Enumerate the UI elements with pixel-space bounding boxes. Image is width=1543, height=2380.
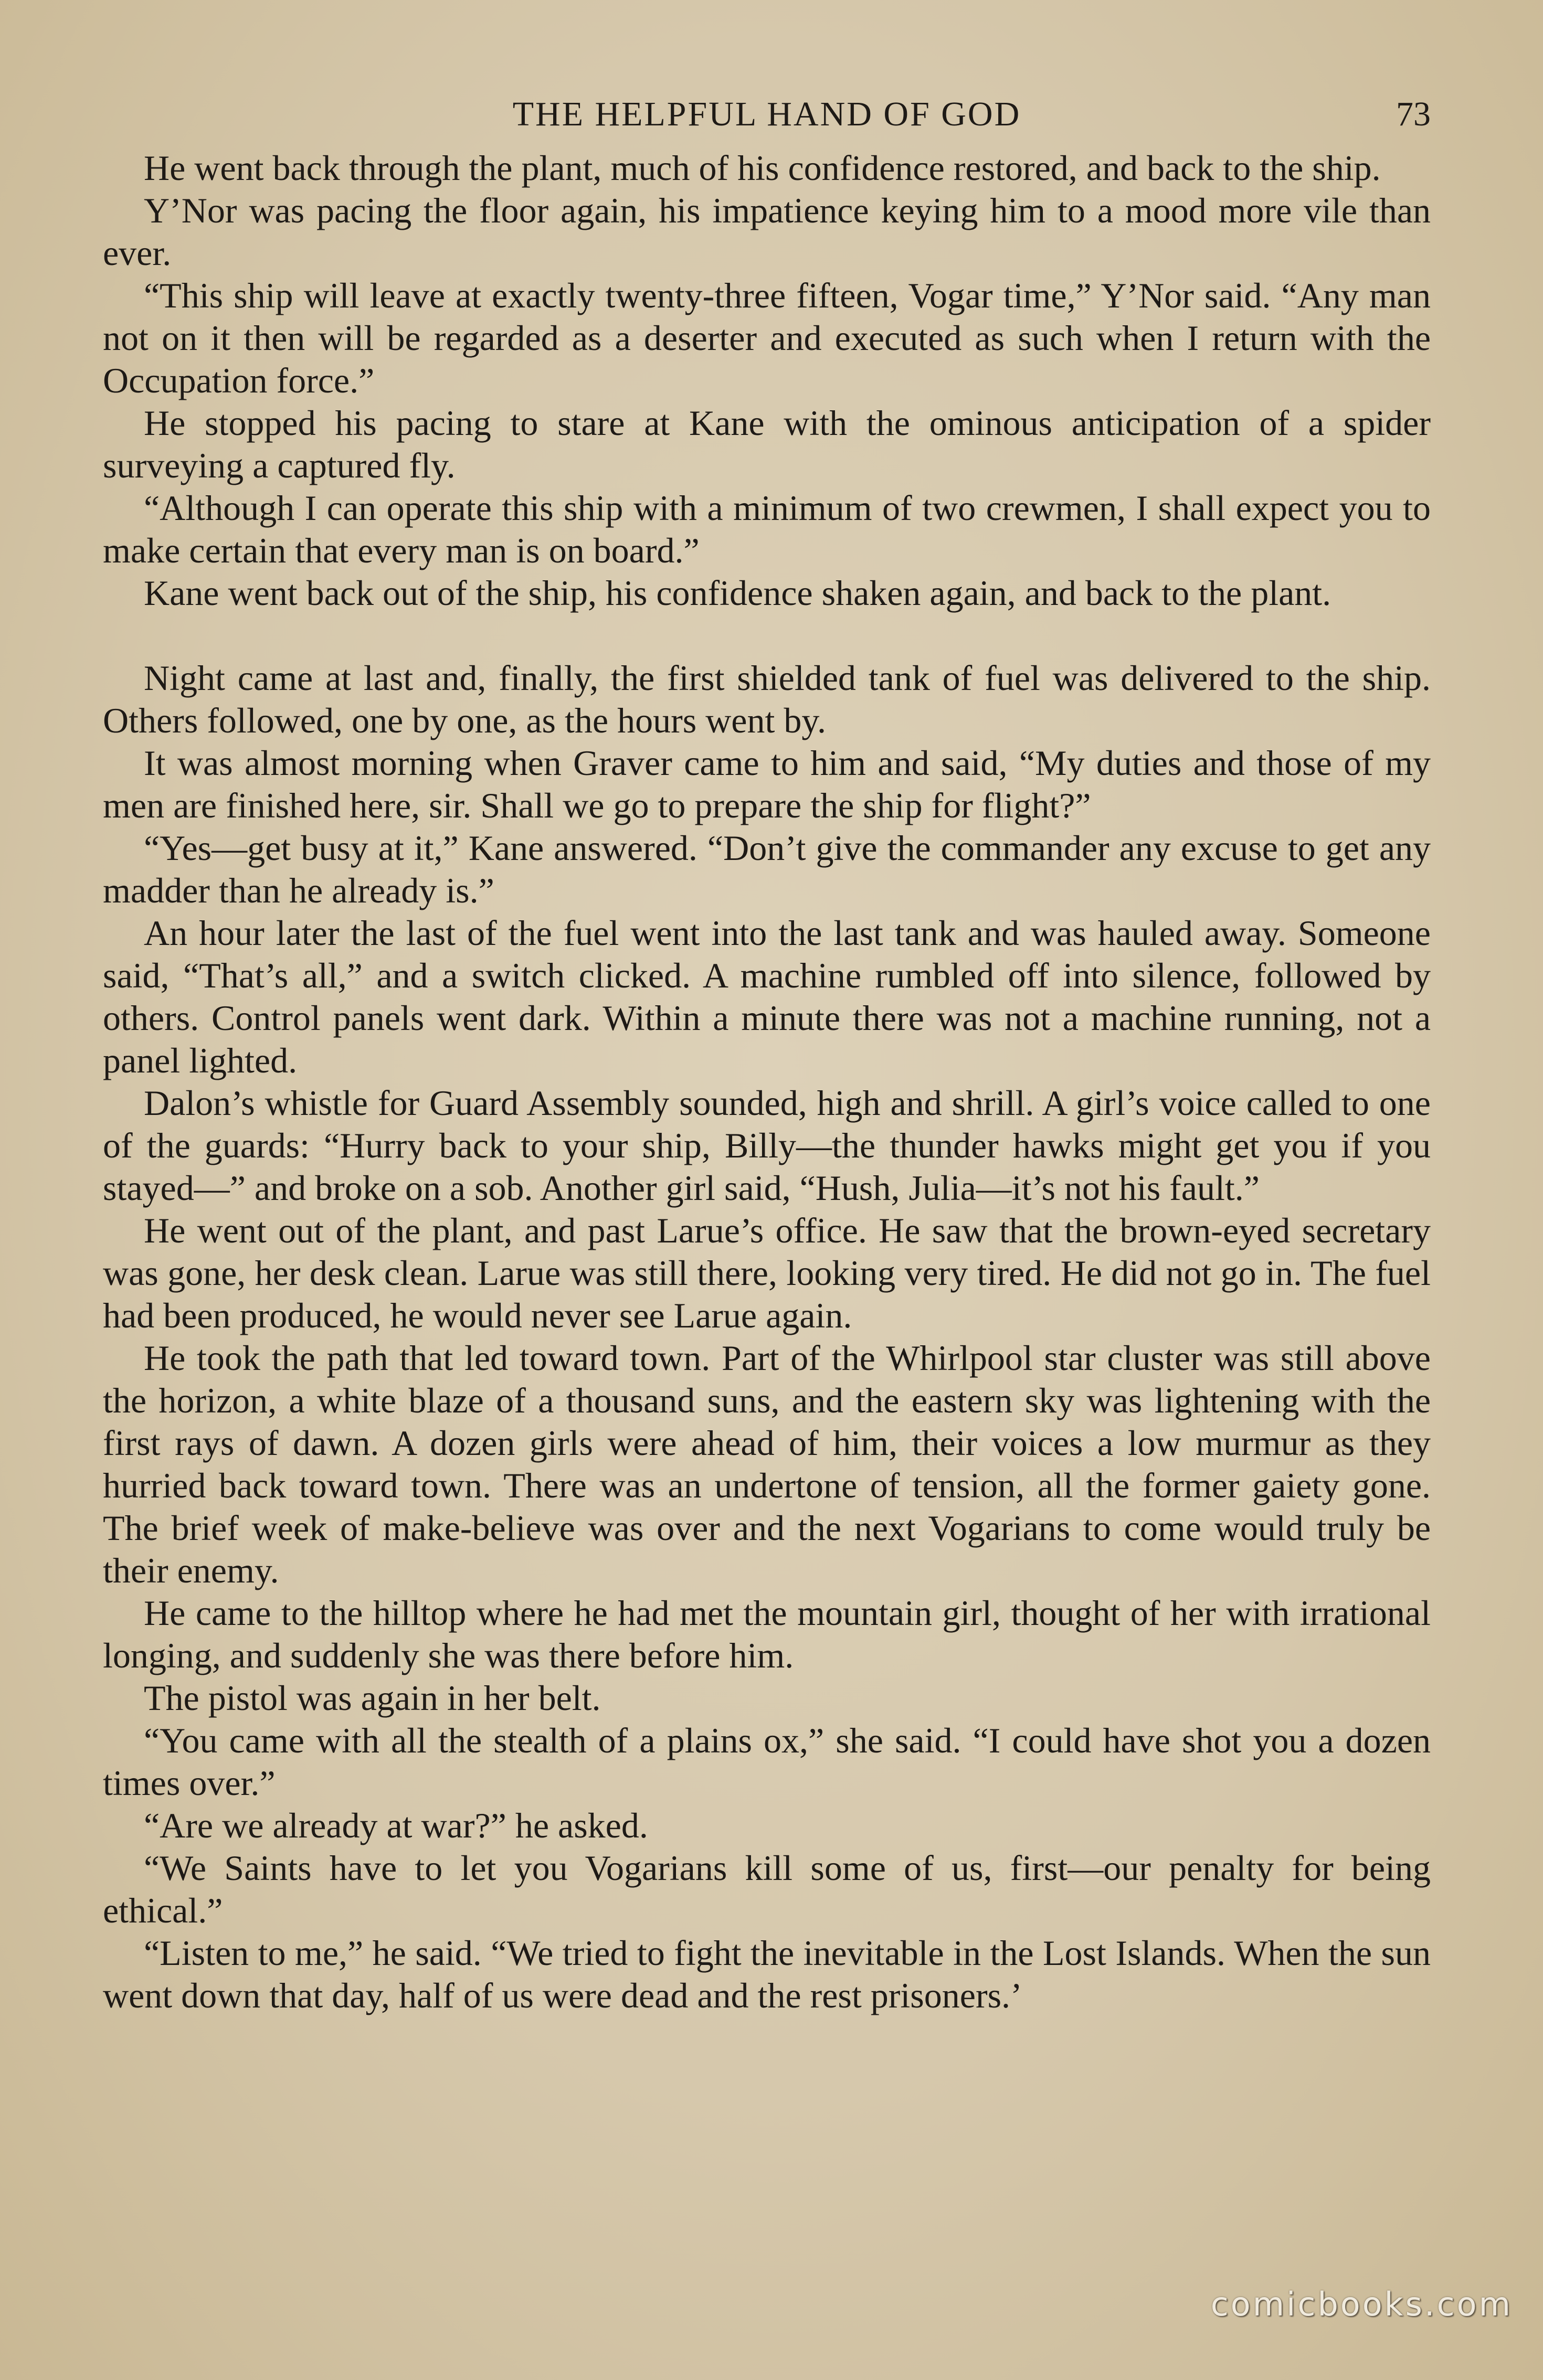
chapter-title: THE HELPFUL HAND OF GOD <box>512 95 1021 133</box>
watermark: comicbooks.com <box>1210 2285 1513 2323</box>
paragraph: He went out of the plant, and past Larue’s office. He saw that the brown-eyed secretary was gone, her desk clean. Larue was still there, looking very tired. He did not go in. The fuel had been produced, he would never see Larue again. <box>103 1210 1431 1335</box>
paragraph: “You came with all the stealth of a plains ox,” she said. “I could have shot you a dozen times over.” <box>103 1720 1431 1803</box>
paragraph: It was almost morning when Graver came to him and said, “My duties and those of my men are finished here, sir. Shall we go to prepare the ship for flight?” <box>103 743 1431 825</box>
paragraph: “Yes—get busy at it,” Kane answered. “Don’t give the commander any excuse to get any madder than he already is.” <box>103 828 1431 910</box>
paragraph: Night came at last and, finally, the first shielded tank of fuel was delivered to the ship. Others followed, one by one, as the hours went by. <box>103 658 1431 740</box>
paragraph: He took the path that led toward town. Part of the Whirlpool star cluster was still above the horizon, a white blaze of a thousand suns, and the eastern sky was lightening with the first rays of dawn. A dozen girls were ahead of him, their voices a low murmur as they hurried back toward town. There was an undertone of tension, all the former gaiety gone. The brief week of make-believe was over and the next Vogarians to come would truly be their enemy. <box>103 1338 1431 1590</box>
paragraph: An hour later the last of the fuel went into the last tank and was hauled away. Someone said, “That’s all,” and a switch clicked. A machine rumbled off into silence, followed by others. Control panels went dark. Within a minute there was not a machine running, not a panel lighted. <box>103 913 1431 1080</box>
page-number: 73 <box>1396 95 1431 133</box>
paragraph: “We Saints have to let you Vogarians kill some of us, first—our penalty for being ethical.” <box>103 1848 1431 1930</box>
body-text <box>103 147 1431 2017</box>
paragraph: He came to the hilltop where he had met the mountain girl, thought of her with irrational longing, and suddenly she was there before him. <box>103 1593 1431 1675</box>
paragraph: “Although I can operate this ship with a minimum of two crewmen, I shall expect you to make certain that every man is on board.” <box>103 488 1431 570</box>
paragraph: “Are we already at war?” he asked. <box>144 1805 648 1845</box>
paragraph: The pistol was again in her belt. <box>144 1678 601 1718</box>
paragraph: “Listen to me,” he said. “We tried to fight the inevitable in the Lost Islands. When the sun went down that day, half of us were dead and the rest prisoners.’ <box>103 1933 1431 2015</box>
book-page <box>103 89 1431 2288</box>
paragraph: He went back through the plant, much of his confidence restored, and back to the ship. <box>144 148 1381 188</box>
running-head <box>103 89 1431 147</box>
paragraph: “This ship will leave at exactly twenty-three fifteen, Vogar time,” Y’Nor said. “Any man not on it then will be regarded as a deserter and executed as such when I return with the Occupation force.” <box>103 275 1431 400</box>
paragraph: He stopped his pacing to stare at Kane with the ominous anticipation of a spider surveying a captured fly. <box>103 403 1431 485</box>
paragraph: Kane went back out of the ship, his confidence shaken again, and back to the plant. <box>144 573 1331 613</box>
paragraph: Dalon’s whistle for Guard Assembly sounded, high and shrill. A girl’s voice called to one of the guards: “Hurry back to your ship, Billy—the thunder hawks might get you if you stayed—” and broke on a sob. Another girl said, “Hush, Julia—it’s not his fault.” <box>103 1083 1431 1208</box>
paragraph: Y’Nor was pacing the floor again, his impatience keying him to a mood more vile than ever. <box>103 190 1431 273</box>
